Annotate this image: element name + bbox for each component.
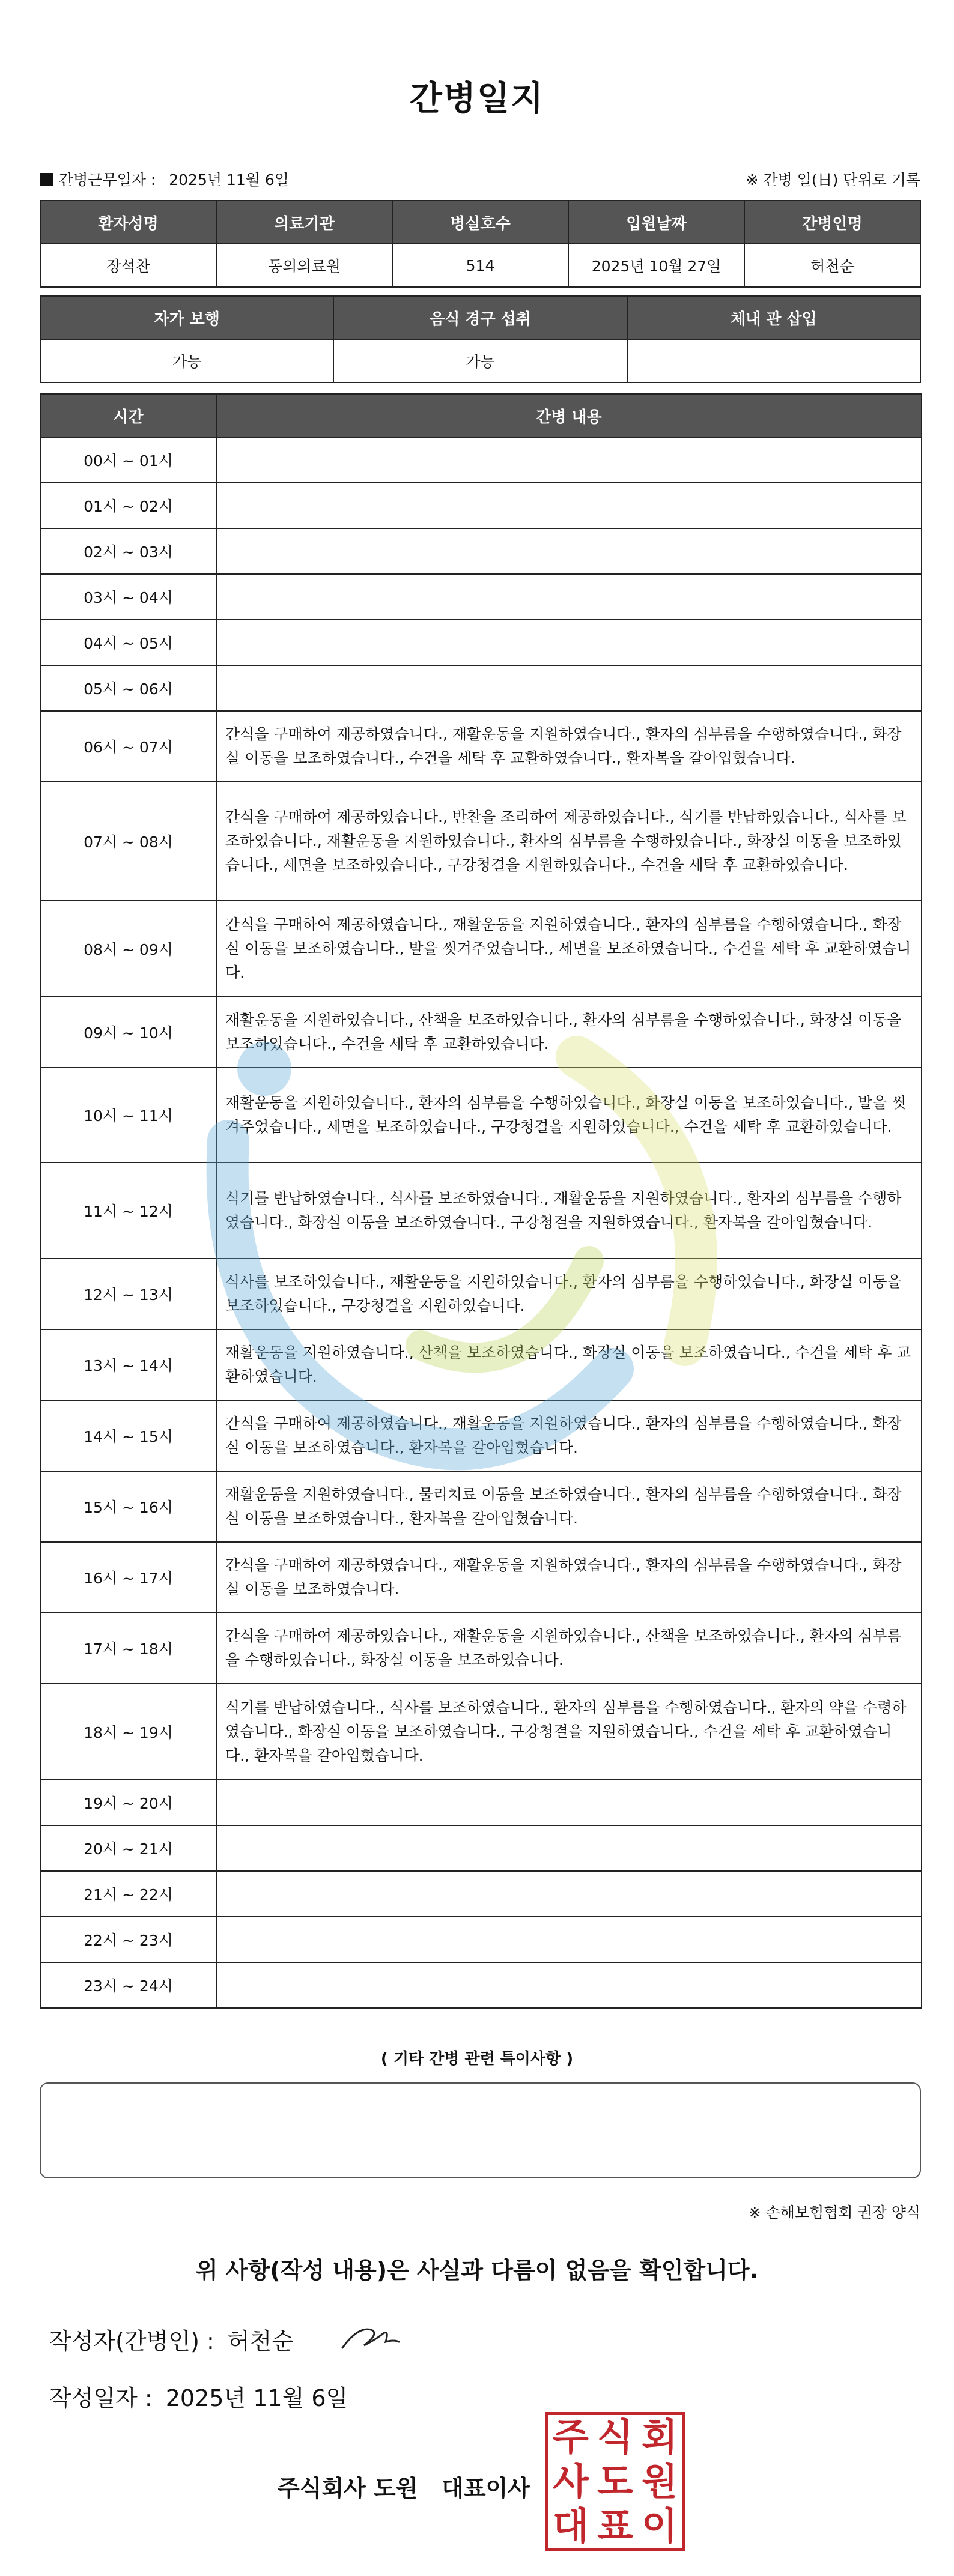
unit-note: ※ 간병 일(日) 단위로 기록	[746, 171, 920, 189]
log-row	[40, 1917, 922, 1962]
log-row	[40, 1780, 922, 1825]
header-time: 시간	[40, 394, 216, 437]
signature-icon	[340, 2321, 400, 2355]
log-time: 08시 ~ 09시	[40, 901, 216, 997]
log-time: 20시 ~ 21시	[40, 1825, 216, 1871]
header-caregiver-name: 간병인명	[744, 201, 920, 244]
log-content	[216, 483, 922, 528]
log-content	[216, 620, 922, 665]
log-time: 05시 ~ 06시	[40, 665, 216, 711]
caregiver-name: 허천순	[744, 244, 920, 287]
patient-info-value-row	[40, 244, 920, 287]
log-time: 14시 ~ 15시	[40, 1400, 216, 1471]
log-time: 11시 ~ 12시	[40, 1163, 216, 1259]
log-time: 18시 ~ 19시	[40, 1684, 216, 1780]
log-time: 15시 ~ 16시	[40, 1471, 216, 1542]
log-row	[40, 1962, 922, 2008]
log-time: 06시 ~ 07시	[40, 711, 216, 782]
log-content: 재활운동을 지원하였습니다., 물리치료 이동을 보조하였습니다., 환자의 심부름을 수행하였습니다., 화장실 이동을 보조하였습니다., 환자복을 갈아입혔습니다.	[216, 1471, 922, 1542]
written-date-line	[49, 2380, 348, 2413]
log-content	[216, 1871, 922, 1917]
log-row	[40, 782, 922, 901]
log-time: 16시 ~ 17시	[40, 1542, 216, 1613]
log-content	[216, 1917, 922, 1962]
log-time: 12시 ~ 13시	[40, 1259, 216, 1329]
log-content: 간식을 구매하여 제공하였습니다., 재활운동을 지원하였습니다., 환자의 심부름을 수행하였습니다., 화장실 이동을 보조하였습니다., 환자복을 갈아입혔습니다.	[216, 1400, 922, 1471]
square-bullet-icon	[40, 173, 53, 186]
company-seal-stamp	[545, 2412, 685, 2551]
seal-char: 표	[597, 2504, 633, 2548]
work-date	[40, 168, 289, 190]
log-time: 22시 ~ 23시	[40, 1917, 216, 1962]
header-tube-insertion: 체내 관 삽입	[627, 296, 920, 339]
header-admission-date: 입원날짜	[568, 201, 744, 244]
log-time: 13시 ~ 14시	[40, 1329, 216, 1400]
log-row	[40, 1871, 922, 1917]
log-row	[40, 1329, 922, 1400]
log-content: 식기를 반납하였습니다., 식사를 보조하였습니다., 재활운동을 지원하였습니다., 환자의 심부름을 수행하였습니다., 화장실 이동을 보조하였습니다., 구강청결을 지원하였습니다., 환자복을 갈아입혔습니다.	[216, 1163, 922, 1259]
seal-char: 이	[642, 2504, 678, 2548]
ability-value-row	[40, 339, 920, 382]
remarks-box	[40, 2082, 921, 2178]
log-row	[40, 665, 922, 711]
log-content	[216, 437, 922, 483]
log-time: 23시 ~ 24시	[40, 1962, 216, 2008]
ability-header-row	[40, 296, 920, 339]
log-time: 04시 ~ 05시	[40, 620, 216, 665]
log-content	[216, 528, 922, 574]
page-title: 간병일지	[409, 79, 545, 118]
log-row	[40, 1471, 922, 1542]
log-content	[216, 1962, 922, 2008]
log-content	[216, 665, 922, 711]
log-row	[40, 483, 922, 528]
seal-char: 식	[597, 2415, 633, 2459]
header-care-content: 간병 내용	[216, 394, 922, 437]
admission-date: 2025년 10월 27일	[568, 244, 744, 287]
log-content: 간식을 구매하여 제공하였습니다., 재활운동을 지원하였습니다., 환자의 심부름을 수행하였습니다., 화장실 이동을 보조하였습니다.	[216, 1542, 922, 1613]
log-row	[40, 1542, 922, 1613]
log-time: 03시 ~ 04시	[40, 574, 216, 620]
remarks-title: ( 기타 간병 관련 특이사항 )	[380, 2050, 574, 2068]
log-content: 재활운동을 지원하였습니다., 환자의 심부름을 수행하였습니다., 화장실 이동을 보조하였습니다., 발을 씻겨주었습니다., 세면을 보조하였습니다., 구강청결을 지원하였습니다., 수건을 세탁 후 교환하였습니다.	[216, 1068, 922, 1163]
log-row	[40, 901, 922, 997]
room-number: 514	[392, 244, 568, 287]
hospital-name: 동의의료원	[216, 244, 392, 287]
log-body	[40, 437, 922, 2008]
log-time: 10시 ~ 11시	[40, 1068, 216, 1163]
writer-line	[49, 2323, 294, 2356]
patient-info-table	[40, 200, 921, 288]
log-time: 07시 ~ 08시	[40, 782, 216, 901]
tube-insertion-value	[627, 339, 920, 382]
log-row	[40, 1068, 922, 1163]
log-time: 19시 ~ 20시	[40, 1780, 216, 1825]
log-row	[40, 997, 922, 1068]
work-date-label: 간병근무일자 :	[59, 171, 156, 189]
log-row	[40, 1400, 922, 1471]
seal-char: 원	[642, 2460, 678, 2503]
log-content: 간식을 구매하여 제공하였습니다., 재활운동을 지원하였습니다., 환자의 심부름을 수행하였습니다., 화장실 이동을 보조하였습니다., 수건을 세탁 후 교환하였습니다., 환자복을 갈아입혔습니다.	[216, 711, 922, 782]
header-patient-name: 환자성명	[40, 201, 216, 244]
log-row	[40, 437, 922, 483]
seal-char: 사	[553, 2460, 589, 2503]
form-note: ※ 손해보험협회 권장 양식	[748, 2204, 920, 2221]
hourly-care-log-table	[40, 393, 922, 2009]
log-header-row	[40, 394, 922, 437]
log-row	[40, 1613, 922, 1684]
log-time: 00시 ~ 01시	[40, 437, 216, 483]
log-row	[40, 1825, 922, 1871]
header-self-walking: 자가 보행	[40, 296, 333, 339]
log-content: 식기를 반납하였습니다., 식사를 보조하였습니다., 환자의 심부름을 수행하였습니다., 환자의 약을 수령하였습니다., 화장실 이동을 보조하였습니다., 구강청결을 지원하였습니다., 수건을 세탁 후 교환하였습니다., 환자복을 갈아입혔습니다.	[216, 1684, 922, 1780]
seal-char: 대	[553, 2504, 589, 2548]
work-date-value: 2025년 11월 6일	[169, 171, 289, 189]
log-content: 재활운동을 지원하였습니다., 산책을 보조하였습니다., 화장실 이동을 보조하였습니다., 수건을 세탁 후 교환하였습니다.	[216, 1329, 922, 1400]
header-hospital: 의료기관	[216, 201, 392, 244]
writer-name: 허천순	[227, 2328, 294, 2354]
writer-label: 작성자(간병인) :	[49, 2328, 214, 2354]
log-content	[216, 1825, 922, 1871]
patient-info-header-row	[40, 201, 920, 244]
patient-ability-table	[40, 295, 921, 383]
log-time: 21시 ~ 22시	[40, 1871, 216, 1917]
log-content	[216, 574, 922, 620]
log-content: 간식을 구매하여 제공하였습니다., 재활운동을 지원하였습니다., 환자의 심부름을 수행하였습니다., 화장실 이동을 보조하였습니다., 발을 씻겨주었습니다., 세면을 보조하였습니다., 수건을 세탁 후 교환하였습니다.	[216, 901, 922, 997]
self-walking-value: 가능	[40, 339, 333, 382]
written-date-label: 작성일자 :	[49, 2385, 153, 2411]
seal-char: 회	[642, 2415, 678, 2459]
patient-name: 장석찬	[40, 244, 216, 287]
log-time: 09시 ~ 10시	[40, 997, 216, 1068]
log-content: 재활운동을 지원하였습니다., 산책을 보조하였습니다., 환자의 심부름을 수행하였습니다., 화장실 이동을 보조하였습니다., 수건을 세탁 후 교환하였습니다.	[216, 997, 922, 1068]
seal-char: 도	[597, 2460, 633, 2503]
log-row	[40, 1259, 922, 1329]
log-content: 식사를 보조하였습니다., 재활운동을 지원하였습니다., 환자의 심부름을 수행하였습니다., 화장실 이동을 보조하였습니다., 구강청결을 지원하였습니다.	[216, 1259, 922, 1329]
log-time: 02시 ~ 03시	[40, 528, 216, 574]
log-row	[40, 1163, 922, 1259]
confirmation-statement: 위 사항(작성 내용)은 사실과 다름이 없음을 확인합니다.	[195, 2257, 759, 2284]
written-date-value: 2025년 11월 6일	[165, 2385, 348, 2411]
log-content	[216, 1780, 922, 1825]
log-row	[40, 711, 922, 782]
header-room-number: 병실호수	[392, 201, 568, 244]
log-row	[40, 574, 922, 620]
log-content: 간식을 구매하여 제공하였습니다., 재활운동을 지원하였습니다., 산책을 보조하였습니다., 환자의 심부름을 수행하였습니다., 화장실 이동을 보조하였습니다.	[216, 1613, 922, 1684]
header-oral-intake: 음식 경구 섭취	[333, 296, 627, 339]
log-row	[40, 1684, 922, 1780]
log-row	[40, 620, 922, 665]
seal-char: 주	[553, 2415, 589, 2459]
company-representative: 주식회사 도원 대표이사	[278, 2475, 530, 2502]
log-row	[40, 528, 922, 574]
log-time: 17시 ~ 18시	[40, 1613, 216, 1684]
log-time: 01시 ~ 02시	[40, 483, 216, 528]
log-content: 간식을 구매하여 제공하였습니다., 반찬을 조리하여 제공하였습니다., 식기를 반납하였습니다., 식사를 보조하였습니다., 재활운동을 지원하였습니다., 환자의 심부름을 수행하였습니다., 화장실 이동을 보조하였습니다., 세면을 보조하였습니다., 구강청결을 지원하였습니다., 수건을 세탁 후 교환하였습니다.	[216, 782, 922, 901]
oral-intake-value: 가능	[333, 339, 627, 382]
